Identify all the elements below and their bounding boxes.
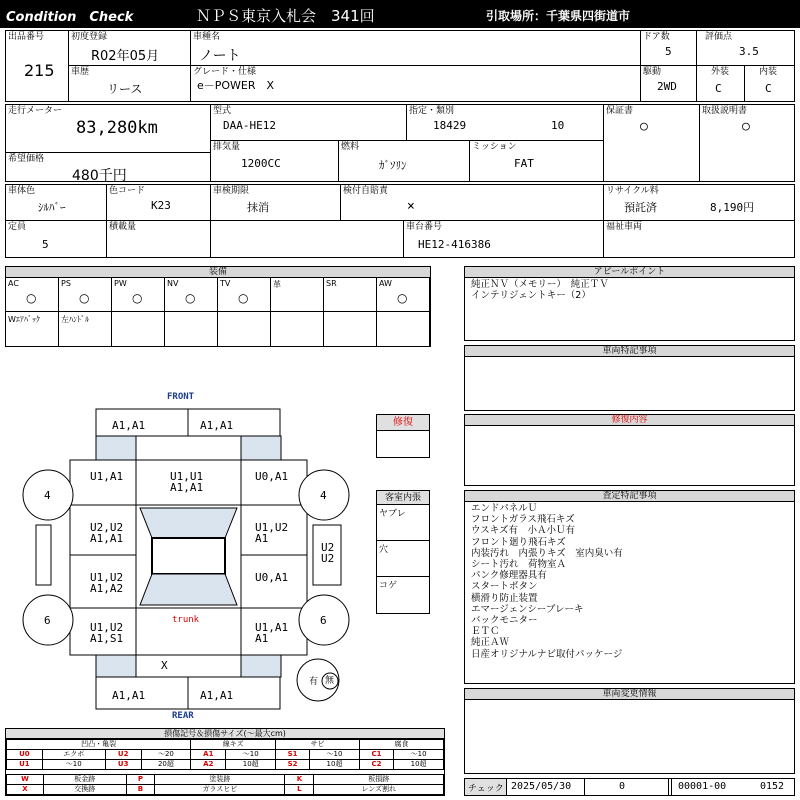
assessment-line-10: バックモニター: [471, 615, 538, 627]
equip-cell-0: [6, 278, 59, 312]
change-title: 車両変更情報: [465, 689, 794, 700]
inspect-cell: [211, 185, 341, 221]
price-cell: [6, 153, 211, 184]
repair-content-title: 修復内容: [465, 415, 794, 426]
ext-cell: [697, 66, 745, 101]
lg-r4-cell-2: B: [126, 785, 155, 795]
equip-extra-label-1: 左ﾊﾝﾄﾞﾙ: [61, 315, 89, 324]
dmg-hood-2: A1,A1: [170, 481, 204, 494]
color-code: K23: [151, 199, 171, 212]
mission-cell: [470, 141, 604, 181]
lg-r2-cell-3: 20超: [141, 760, 191, 770]
drive-label: 駆動: [643, 67, 662, 77]
cabin-tear-label: ヤブレ: [379, 509, 406, 519]
model-cell: [211, 105, 407, 141]
category-cell: [407, 105, 604, 141]
seats-label: 定員: [8, 222, 27, 232]
equip-extra-5: [271, 312, 324, 346]
mileage-label: 走行メーター: [8, 106, 63, 116]
score-cell: [697, 31, 794, 66]
check-num: 0: [619, 781, 626, 792]
dmg-rear-door-right: U0,A1: [255, 571, 289, 584]
dmg-rear-door-left-2: A1,A2: [90, 582, 124, 595]
lg-r1-cell-3: 〜20: [141, 750, 191, 760]
assessment-lines: [471, 503, 623, 660]
equip-extra-2: [112, 312, 165, 346]
chassis-cell: [404, 221, 604, 257]
grade-cell: [191, 66, 641, 101]
equip-extra-3: [165, 312, 218, 346]
dmg-rear-bumper-left: A1,A1: [112, 689, 146, 702]
cabin-burn-label: コゲ: [379, 581, 398, 591]
interior-grade: C: [765, 82, 772, 95]
dmg-hood-1: U1,U1: [170, 470, 204, 483]
header-bar: [0, 0, 800, 28]
insurance-label: 検付自賠責: [343, 186, 389, 196]
pickup-location: 引取場所：千葉県四街道市: [486, 9, 631, 23]
lg-r1-cell-9: 〜10: [394, 750, 444, 760]
load-label: 積載量: [109, 222, 137, 232]
welfare-cell: [604, 221, 794, 257]
assessment-line-6: パンク修理器具有: [471, 570, 547, 582]
equip-value-4: ○: [238, 291, 249, 305]
repair-content-panel: [464, 414, 795, 486]
check-label: チェック: [468, 784, 504, 794]
drive-cell: [641, 66, 697, 101]
lg-r4-cell-4: L: [285, 785, 314, 795]
equip-extra-4: [218, 312, 271, 346]
check-code: 00001-00: [678, 781, 727, 792]
dmg-front-fender-left: U1,A1: [90, 470, 124, 483]
legend-rust-head: サビ: [276, 740, 360, 750]
spare-tire-no: 無: [325, 676, 335, 686]
model: DAA-HE12: [223, 119, 276, 132]
equipment-title: 装備: [6, 267, 430, 278]
lg-r3-cell-3: 塗装跡: [155, 775, 285, 785]
exterior-grade: C: [715, 82, 722, 95]
assessment-line-2: ウスキズ有 小Ａ小Ｕ有: [471, 525, 576, 537]
equip-extra-0: [6, 312, 59, 346]
check-date-cell: [507, 779, 585, 795]
manual: ○: [742, 119, 750, 134]
dmg-rear-panel: X: [161, 659, 168, 672]
load-cell: [107, 221, 211, 257]
appeal-panel: [464, 266, 795, 341]
equip-value-7: ○: [397, 291, 408, 305]
equip-cell-1: [59, 278, 112, 312]
dmg-rear-door-left-1: U1,U2: [90, 571, 124, 584]
equip-value-1: ○: [79, 291, 90, 305]
equip-label-6: SR: [326, 279, 337, 288]
int-label: 内装: [759, 67, 778, 77]
equip-cell-3: [165, 278, 218, 312]
category-label: 指定・類別: [409, 106, 455, 116]
assessment-line-3: フロント廻り飛石キズ: [471, 536, 566, 548]
check-label-cell: [465, 779, 507, 795]
check-date: 2025/05/30: [511, 781, 572, 792]
spare-tire-yes: 有: [309, 677, 319, 687]
equip-label-4: TV: [220, 279, 231, 288]
manual-cell: [700, 105, 794, 181]
lg-r2-cell-8: C2: [359, 760, 393, 770]
lg-r3-cell-5: 板損跡: [314, 775, 444, 785]
equip-cell-4: [218, 278, 271, 312]
ext-label: 外装: [711, 67, 730, 77]
body-color: ｼﾙﾊﾞｰ: [38, 201, 66, 214]
lg-r1-cell-5: 〜10: [226, 750, 276, 760]
insurance-cell: [341, 185, 604, 221]
dmg-front-bumper-left: A1,A1: [112, 419, 146, 432]
displacement: 1200CC: [241, 157, 281, 170]
assessment-line-7: スタートボタン: [471, 581, 538, 593]
cabin-item-hole: [377, 541, 429, 577]
inspection: 抹消: [247, 201, 269, 214]
fuel-label: 燃料: [341, 142, 360, 152]
mission-label: ミッション: [472, 142, 517, 152]
lg-r2-cell-4: A2: [191, 760, 226, 770]
lg-r3-cell-4: K: [285, 775, 314, 785]
equipment-grid: [6, 278, 430, 346]
int-cell: [745, 66, 794, 101]
brand-title: Condition Check: [6, 10, 134, 25]
equip-label-3: NV: [167, 279, 179, 288]
grade-label: グレード・仕様: [193, 67, 257, 77]
appeal-line-2: インテリジェントキー（2）: [471, 290, 591, 301]
dmg-front-door-left-1: U2,U2: [90, 521, 124, 534]
assessment-line-8: 横滑り防止装置: [471, 592, 538, 604]
category-1: 18429: [433, 119, 467, 132]
assessment-line-4: 内装汚れ 内張りキズ 室内臭い有: [471, 547, 623, 559]
dmg-rear-bumper-right: A1,A1: [200, 689, 234, 702]
warranty-label: 保証書: [606, 106, 634, 116]
rear-label: REAR: [172, 711, 194, 721]
lg-r1-cell-2: U2: [105, 750, 141, 760]
lg-r1-cell-1: エクボ: [42, 750, 105, 760]
mileage: 83,280km: [76, 118, 158, 138]
cabin-hole-label: 穴: [379, 545, 389, 555]
equip-cell-2: [112, 278, 165, 312]
lg-r1-cell-6: S1: [276, 750, 310, 760]
legend-title: 損傷記号＆損傷サイズ(〜最大cm): [6, 729, 444, 739]
assessment-line-0: エンドパネルＵ: [471, 503, 538, 514]
lg-r1-cell-7: 〜10: [310, 750, 360, 760]
legend-dent-head: 凹凸・亀裂: [7, 740, 191, 750]
category-2: 10: [551, 119, 565, 132]
assessment-line-9: エマージェンシーブレーキ: [471, 603, 584, 615]
chassis-number: HE12-416386: [418, 238, 491, 251]
fuel-cell: [339, 141, 470, 181]
check-num-cell: [585, 779, 669, 795]
equip-cell-5: [271, 278, 324, 312]
lg-r3-cell-0: W: [7, 775, 44, 785]
dmg-front-fender-right: U0,A1: [255, 470, 289, 483]
lg-r2-cell-5: 10超: [226, 760, 276, 770]
auction-title: ＮＰＳ東京入札会 341回: [196, 7, 375, 25]
grade: e－POWER X: [197, 79, 275, 92]
doors: 5: [665, 45, 672, 58]
fuel: ｶﾞｿﾘﾝ: [379, 159, 407, 172]
recycle-label: リサイクル料: [606, 186, 659, 196]
detail-block: [5, 184, 795, 258]
lg-r4-cell-0: X: [7, 785, 44, 795]
equip-value-3: ○: [185, 291, 196, 305]
equip-extra-7: [377, 312, 430, 346]
legend-corrosion-head: 腐食: [359, 740, 443, 750]
price: 480千円: [72, 168, 127, 184]
lg-r2-cell-7: 10超: [310, 760, 360, 770]
trunk-label: trunk: [172, 615, 200, 625]
recycle-status: 預託済: [624, 201, 657, 214]
history-cell: [69, 66, 191, 101]
color-code-cell: [107, 185, 211, 221]
dmg-front-bumper-right: A1,A1: [200, 419, 234, 432]
lg-r4-cell-1: 交換跡: [43, 785, 126, 795]
doors-label: ドア数: [643, 32, 670, 42]
mission: FAT: [514, 157, 534, 170]
color-code-label: 色コード: [109, 186, 146, 196]
price-label: 希望価格: [8, 154, 45, 164]
score: 3.5: [739, 45, 759, 58]
first-reg-label: 初度登録: [71, 32, 108, 42]
legend-panel: [5, 728, 445, 796]
color-cell: [6, 185, 107, 221]
check-code-cell: [671, 779, 794, 795]
dmg-rear-fender-right-2: A1: [255, 632, 269, 645]
dmg-front-door-left-2: A1,A1: [90, 532, 124, 545]
assessment-line-11: ＥＴＣ: [471, 626, 500, 638]
assessment-panel: [464, 490, 795, 684]
lg-r3-cell-2: P: [126, 775, 155, 785]
seats: 5: [42, 238, 49, 251]
tire-rear-left: 6: [44, 614, 51, 627]
recycle-cell: [604, 185, 794, 221]
dmg-front-door-right-2: A1: [255, 532, 269, 545]
cabin-item-tear: [377, 505, 429, 541]
cc-cell: [211, 141, 339, 181]
check-id: 0152: [760, 781, 785, 792]
equip-label-0: AC: [8, 279, 19, 288]
warranty-cell: [604, 105, 700, 181]
drive: 2WD: [657, 80, 677, 93]
car-name: ノート: [199, 48, 241, 64]
cc-label: 排気量: [213, 142, 241, 152]
tire-front-right: 4: [320, 489, 327, 502]
cabin-item-burn: [377, 577, 429, 613]
warranty: ○: [640, 119, 648, 134]
lg-r2-cell-1: 〜10: [42, 760, 105, 770]
legend-table: [6, 739, 444, 770]
manual-label: 取扱説明書: [702, 106, 748, 116]
lg-r1-cell-0: U0: [7, 750, 43, 760]
lg-r4-cell-5: レンズ割れ: [314, 785, 444, 795]
lot-cell: [6, 31, 69, 101]
equip-label-2: PW: [114, 279, 127, 288]
lg-r1-cell-8: C1: [359, 750, 393, 760]
history: リース: [107, 82, 143, 96]
blank-cell: [211, 221, 404, 257]
dmg-mirror-right-2: U2: [321, 552, 335, 565]
equip-cell-7: [377, 278, 430, 312]
color-label: 車体色: [8, 186, 36, 196]
front-label: FRONT: [167, 392, 195, 402]
repair-title: 修復: [377, 415, 429, 431]
equip-value-0: ○: [26, 291, 37, 305]
appeal-line-1: 純正ＮＶ（メモリー） 純正ＴＶ: [471, 279, 609, 290]
lg-r4-cell-3: ガラスヒビ: [155, 785, 285, 795]
inspect-label: 車検期限: [213, 186, 250, 196]
repair-box: [376, 414, 430, 458]
equip-extra-1: [59, 312, 112, 346]
welfare-label: 福祉車両: [606, 222, 643, 232]
score-label: 評価点: [705, 32, 733, 42]
history-label: 車歴: [71, 67, 90, 77]
doors-cell: [641, 31, 697, 66]
dmg-mirror-right-1: U2: [321, 541, 335, 554]
model-label: 型式: [213, 106, 232, 116]
lg-r1-cell-4: A1: [191, 750, 226, 760]
assessment-line-12: 純正ＡＷ: [471, 637, 510, 649]
first-reg: R02年05月: [91, 49, 160, 64]
lot-label: 出品番号: [8, 32, 45, 42]
assessment-title: 査定特記事項: [465, 491, 794, 502]
dmg-front-door-right-1: U1,U2: [255, 521, 289, 534]
recycle-amount: 8,190円: [710, 201, 755, 214]
car-name-label: 車種名: [193, 32, 221, 42]
car-name-cell: [191, 31, 641, 66]
dmg-rear-fender-right-1: U1,A1: [255, 621, 289, 634]
dmg-rear-fender-left-2: A1,S1: [90, 632, 124, 645]
legend-table-2: [6, 774, 444, 795]
chassis-label: 車台番号: [406, 222, 443, 232]
seats-cell: [6, 221, 107, 257]
insurance: ×: [407, 199, 415, 214]
tire-rear-right: 6: [320, 614, 327, 627]
equip-label-1: PS: [61, 279, 71, 288]
top-info: [5, 30, 795, 102]
cabin-box: [376, 490, 430, 614]
equip-cell-6: [324, 278, 377, 312]
mileage-cell: [6, 105, 211, 153]
lg-r2-cell-0: U1: [7, 760, 43, 770]
lg-r2-cell-2: U3: [105, 760, 141, 770]
equip-extra-6: [324, 312, 377, 346]
car-diagram: [0, 380, 460, 725]
dmg-rear-fender-left-1: U1,U2: [90, 621, 124, 634]
lot-number: 215: [24, 61, 55, 80]
first-reg-cell: [69, 31, 191, 66]
equipment-panel: [5, 266, 431, 347]
equip-label-5: 革: [273, 280, 281, 289]
assessment-line-1: フロントガラス飛石キズ: [471, 514, 575, 526]
spec-block: [5, 104, 795, 182]
assessment-line-13: 日産オリジナルナビ取付パッケージ: [471, 648, 623, 660]
special-title: 車両特記事項: [465, 346, 794, 357]
assessment-line-5: シート汚れ 荷物室Ａ: [471, 559, 567, 571]
legend-scratch-head: 線キズ: [191, 740, 276, 750]
check-footer: [464, 778, 795, 796]
lg-r2-cell-6: S2: [276, 760, 310, 770]
equip-extra-label-0: Wｴｱﾊﾞｯｸ: [8, 315, 40, 324]
cabin-title: 客室内張: [377, 491, 429, 505]
equip-value-2: ○: [132, 291, 143, 305]
equip-label-7: AW: [379, 279, 392, 288]
appeal-title: アピールポイント: [465, 267, 794, 278]
special-panel: [464, 345, 795, 411]
tire-front-left: 4: [44, 489, 51, 502]
change-panel: [464, 688, 795, 774]
lg-r2-cell-9: 10超: [394, 760, 444, 770]
lg-r3-cell-1: 板金跡: [43, 775, 126, 785]
